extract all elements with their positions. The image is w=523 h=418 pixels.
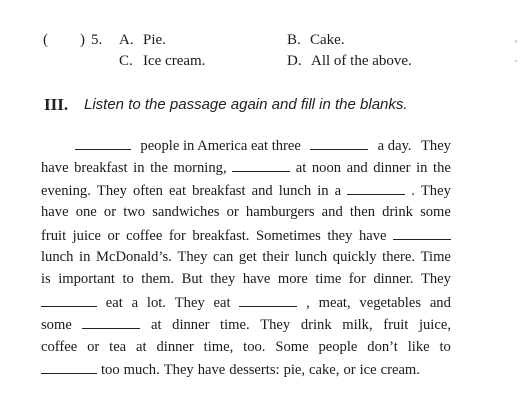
passage-word: and	[429, 294, 451, 311]
passage-word: have	[197, 361, 226, 378]
passage-word: and	[321, 204, 343, 221]
passage-word: Time	[420, 248, 451, 265]
passage-word: in	[133, 160, 145, 177]
passage-word: They	[420, 182, 451, 199]
passage-word: have	[41, 204, 69, 221]
passage-line	[41, 336, 451, 358]
passage-word: them.	[141, 271, 175, 288]
question-5-row-1	[0, 32, 523, 52]
passage-word: and	[251, 182, 273, 199]
option-d-letter: D.	[287, 53, 302, 69]
passage-word: vegetables	[359, 294, 422, 311]
passage-word: too	[101, 361, 120, 378]
passage-word: two	[123, 204, 146, 221]
passage-line	[41, 291, 451, 313]
passage-word: Sometimes	[255, 227, 321, 244]
passage-word: eat	[169, 182, 187, 199]
passage-word: to	[439, 338, 451, 355]
passage-word: they	[210, 271, 236, 288]
passage-word: their	[262, 248, 290, 265]
answer-blank[interactable]	[232, 156, 290, 172]
passage-word: tea	[109, 338, 127, 355]
passage-word: eat	[105, 294, 123, 311]
passage-word: people in America eat three	[140, 138, 301, 154]
passage-word: ,	[306, 294, 310, 311]
passage-word: or	[343, 361, 356, 378]
passage-word: in	[416, 160, 428, 177]
passage-word: lunch	[41, 248, 74, 265]
passage-word: at	[136, 338, 147, 355]
passage-word: They	[260, 317, 291, 334]
passage-word: drink	[382, 204, 413, 221]
passage-word: at	[295, 160, 307, 177]
passage-word: or	[103, 204, 117, 221]
passage-line	[41, 246, 451, 268]
passage-word: or	[226, 204, 239, 221]
answer-blank[interactable]	[239, 291, 297, 307]
passage-word: time,	[203, 338, 234, 355]
passage-word: Some	[275, 338, 309, 355]
passage-word: drink	[300, 317, 332, 334]
passage-word: much.	[123, 361, 160, 378]
passage-word: the	[150, 160, 168, 177]
answer-blank[interactable]	[82, 313, 140, 329]
passage-word: coffee	[126, 227, 163, 244]
option-b-text: Cake.	[310, 32, 345, 48]
option-b-letter: B.	[287, 32, 301, 48]
question-5-row-2	[0, 53, 523, 73]
passage-word: dinner	[373, 160, 411, 177]
passage-word: too.	[243, 338, 266, 355]
answer-blank[interactable]	[41, 358, 97, 374]
passage-word: McDonald’s.	[96, 248, 172, 265]
passage-word: and	[346, 160, 368, 177]
passage-word: They	[163, 361, 194, 378]
passage-word: morning,	[173, 160, 227, 177]
passage-word: .	[411, 182, 415, 199]
option-c-text: Ice cream.	[143, 53, 206, 69]
passage-word: some	[420, 204, 451, 221]
passage-word: They	[177, 248, 208, 265]
passage-word: the	[433, 160, 451, 177]
passage-word: often	[132, 182, 163, 199]
passage-word: sandwiches	[152, 204, 220, 221]
passage-line	[41, 201, 451, 223]
answer-paren-open: (	[43, 32, 48, 48]
passage-word: then	[349, 204, 376, 221]
passage-word: fruit	[383, 317, 409, 334]
passage-word: in	[79, 248, 91, 265]
passage-word: dinner	[156, 338, 194, 355]
passage-word: ice	[359, 361, 377, 378]
passage-word: juice	[72, 227, 101, 244]
passage-word: lot.	[146, 294, 166, 311]
passage-line	[41, 179, 451, 201]
passage-word: like	[407, 338, 430, 355]
passage-word: fruit	[41, 227, 67, 244]
answer-blank[interactable]	[75, 134, 131, 150]
passage-word: noon	[311, 160, 342, 177]
passage-word: in	[317, 182, 329, 199]
passage-word: a	[334, 182, 342, 199]
passage-word: people	[318, 338, 358, 355]
passage-word: eat	[213, 294, 231, 311]
passage-word: for	[168, 227, 186, 244]
passage-line	[41, 156, 451, 178]
passage-word: milk,	[342, 317, 373, 334]
passage	[41, 134, 451, 380]
option-a-letter: A.	[119, 32, 134, 48]
passage-word: have	[358, 227, 387, 244]
passage-line	[41, 224, 451, 246]
passage-line	[41, 268, 451, 290]
answer-paren-close: )	[80, 32, 85, 48]
passage-word: time.	[220, 317, 250, 334]
passage-word: or	[107, 227, 120, 244]
passage-word: one	[75, 204, 97, 221]
passage-word: breakfast	[192, 182, 246, 199]
answer-blank[interactable]	[347, 179, 405, 195]
answer-blank[interactable]	[310, 134, 368, 150]
passage-word: important	[58, 271, 115, 288]
answer-blank[interactable]	[41, 291, 97, 307]
passage-word: get	[238, 248, 257, 265]
passage-word: juice,	[418, 317, 451, 334]
passage-word: lunch	[294, 248, 328, 265]
passage-word: breakfast.	[192, 227, 250, 244]
question-number: 5.	[91, 32, 103, 48]
passage-word: pie,	[283, 361, 306, 378]
passage-word: to	[122, 271, 134, 288]
page-edge-mark	[515, 60, 517, 62]
passage-word: for	[348, 271, 366, 288]
page-edge-mark	[515, 40, 517, 43]
passage-word: a day.	[377, 138, 412, 154]
passage-word: They	[96, 182, 127, 199]
passage-word: evening.	[41, 182, 91, 199]
passage-word: desserts:	[229, 361, 280, 378]
passage-word: But	[181, 271, 203, 288]
passage-word: cream.	[380, 361, 420, 378]
passage-word: have	[41, 160, 69, 177]
passage-word: there.	[382, 248, 415, 265]
passage-line	[41, 358, 451, 380]
option-a-text: Pie.	[143, 32, 166, 48]
passage-word: quickly	[332, 248, 377, 265]
passage-line	[41, 313, 451, 335]
answer-blank[interactable]	[393, 224, 451, 240]
option-c-letter: C.	[119, 53, 133, 69]
passage-word: lunch	[278, 182, 312, 199]
passage-word: a	[131, 294, 139, 311]
passage-word: can	[213, 248, 234, 265]
passage-word: dinner	[172, 317, 210, 334]
passage-word: they	[327, 227, 353, 244]
passage-line	[41, 134, 451, 156]
passage-word: dinner.	[373, 271, 414, 288]
passage-word: some	[41, 317, 72, 334]
passage-word: have	[242, 271, 271, 288]
passage-word: They	[174, 294, 205, 311]
passage-word: at	[151, 317, 162, 334]
section-instruction: Listen to the passage again and fill in the blanks.	[84, 96, 408, 113]
passage-word: They	[420, 271, 451, 288]
passage-word: hamburgers	[245, 204, 315, 221]
passage-word: breakfast	[74, 160, 128, 177]
passage-word: coffee	[41, 338, 78, 355]
passage-word: don’t	[367, 338, 398, 355]
passage-word: They	[420, 138, 451, 154]
passage-word: is	[41, 271, 51, 288]
passage-word: time	[315, 271, 342, 288]
passage-word: cake,	[309, 361, 340, 378]
section-number: III.	[44, 95, 69, 114]
passage-word: or	[87, 338, 100, 355]
passage-word: meat,	[318, 294, 351, 311]
passage-word: more	[277, 271, 308, 288]
option-d-text: All of the above.	[311, 53, 412, 69]
